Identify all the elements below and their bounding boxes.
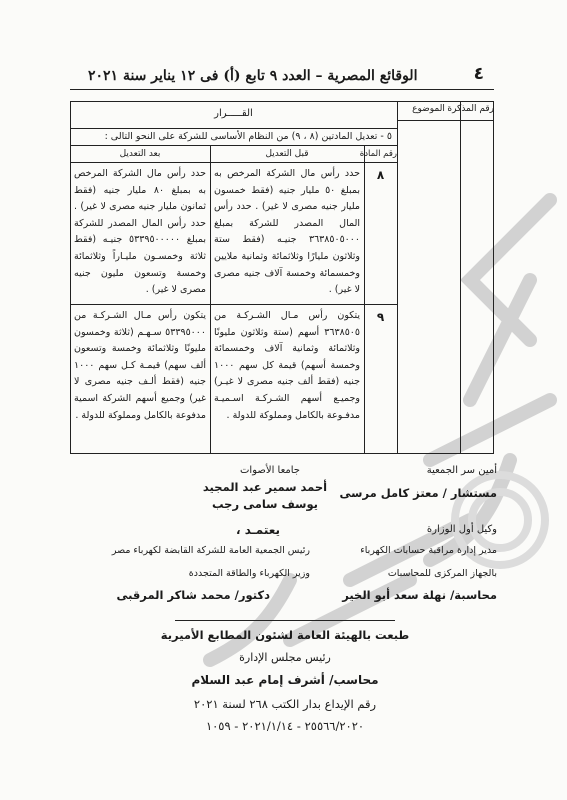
vote-counter-name: أحمد سمير عبد المجيد xyxy=(202,480,328,494)
article-number-header: رقم المادة xyxy=(359,149,397,159)
table-divider xyxy=(70,145,397,146)
secretary-name: مستشار / معتز كامل مرسى xyxy=(339,486,497,500)
table-divider xyxy=(70,304,397,305)
printer-line: طبعت بالهيئة العامة لشئون المطابع الأميرية xyxy=(160,628,410,642)
article-before-text: يتكون رأس مـال الشـركـة من ٣٦٣٨٥٠٥ أسهم (ستة وثلاثون مليونًا وثلاثمائة وثمانية آلاف وخمسمائة وخمسة أسهم) قيمة كل سهم ١٠٠٠ جنيه (فقط ألف جنيه مصرى لا غيـر) وجميـع أسهم الشـركـة اسـميـة مدفـوعة بالكامل ومملوكة للدولة . xyxy=(214,310,360,421)
vote-counter-name: يوسف سامى رجب xyxy=(211,497,318,511)
secretary-title: أمين سر الجمعية xyxy=(426,465,497,476)
assembly-chair-title: وزير الكهرباء والطاقة المتجددة xyxy=(188,568,310,579)
article-after-text: يتكون رأس مـال الشـركـة من ٥٣٣٩٥٠٠٠ سـهـم (ثلاثة وخمسون مليونًا وثلاثمائة وخمسة وتسعون ألف سهم) قيمـة كـل سهم ١٠٠٠ جنيه (فقط ألـف جنيه مصرى لا غير) وجميع أسهم الشركة اسمية مدفوعة بالكامل ومملوكة للدولة . xyxy=(74,310,206,421)
gazette-title: الوقائع المصرية – العدد ٩ تابع (أ) فى ١٢ يناير سنة ٢٠٢١ xyxy=(88,68,418,84)
page-header xyxy=(88,58,484,84)
table-divider xyxy=(210,145,211,454)
board-name: محاسب/ أشرف إمام عبد السلام xyxy=(191,673,379,687)
deposit-number: رقم الإيداع بدار الكتب ٢٦٨ لسنة ٢٠٢١ xyxy=(193,697,377,711)
after-amendment-header: بعد التعديل xyxy=(119,149,161,159)
amendment-intro: ٥ - تعديل المادتين (٨ ، ٩) من النظام الأساسى للشركة على النحو التالى : xyxy=(104,131,392,142)
table-divider xyxy=(70,162,397,163)
decision-header: القـــــرار xyxy=(214,108,253,119)
table-divider xyxy=(460,101,461,454)
memo-number-header: رقم المذكرة xyxy=(447,104,494,114)
before-amendment-header: قبل التعديل xyxy=(265,149,309,159)
deputy-title: وكيل أول الوزارة xyxy=(426,524,497,535)
table-divider xyxy=(70,128,397,129)
print-codes: ٢٥٥٦٦/٢٠٢٠ - ٢٠٢١/١/١٤ - ١٠٥٩ xyxy=(205,719,365,733)
assembly-chair-name: دكتور/ محمد شاكر المرقبى xyxy=(116,588,270,602)
approval-mark: يعتمـد ، xyxy=(236,523,280,537)
table-divider xyxy=(397,120,494,121)
article-number: ٩ xyxy=(376,310,385,324)
vote-counters-title: جامعا الأصوات xyxy=(240,465,300,476)
assembly-chair-title: رئيس الجمعية العامة للشركة القابضة لكهرباء مصر xyxy=(111,545,310,556)
deputy-name: محاسبة/ نهلة سعد أبو الخير xyxy=(342,588,497,602)
table-divider xyxy=(364,145,365,454)
deputy-title: بالجهاز المركزى للمحاسبات xyxy=(387,568,497,579)
header-rule xyxy=(70,89,494,90)
table-divider xyxy=(397,101,398,454)
subject-header: الموضوع xyxy=(412,104,445,114)
article-after-text: حدد رأس مال الشركة المرخص به بمبلغ ٨٠ مليار جنيه (فقط ثمانون مليار جنيه مصرى لا غير) . حدد رأس المال المصدر للشركة بمبلغ ٥٣٣٩٥٠٠٠٠٠ جنيـه (فقط ثلاثة وخمسـون مليـاراً وثلاثمائة وخمسة وتسعون مليون جنيه مصرى لا غير) . xyxy=(74,168,206,296)
footer-rule xyxy=(175,620,395,621)
deputy-title: مدير إدارة مراقبة حسابات الكهرباء xyxy=(360,545,497,556)
article-number: ٨ xyxy=(376,168,385,182)
page-number: ٤ xyxy=(473,64,484,84)
board-title: رئيس مجلس الإدارة xyxy=(239,651,331,664)
article-before-text: حدد رأس مال الشركة المرخص به بمبلغ ٥٠ مليار جنيه (فقط خمسون مليار جنيه مصرى لا غير) . حدد رأس المال المصدر للشركة بمبلغ ٣٦٣٨٥٠٥٠٠٠ جنيـه (فقط ستة وثلاثون مليارًا وثلاثمائة وثمانية ملايين وخمسمائة وخمسة آلاف جنيه مصرى لا غير) . xyxy=(214,168,360,296)
